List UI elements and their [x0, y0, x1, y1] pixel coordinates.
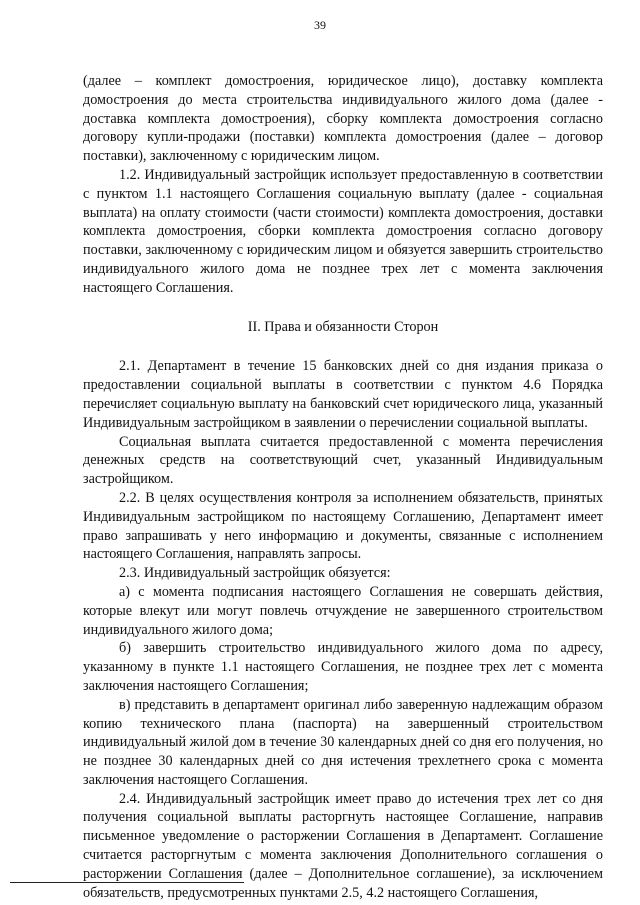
- paragraph-continuation: (далее – комплект домостроения, юридическое лицо), доставку комплекта домостроения до места строительства индивидуального жилого дома (далее - доставка комплекта домостроения), сборку комплекта домостроения согласно договору купли-продажи (поставки) комплекта домостроения (далее – договор поставки), заключенному с юридическим лицом.: [83, 73, 603, 165]
- footnote-divider: [10, 882, 244, 883]
- list-item-c: в) представить в департамент оригинал либо заверенную надлежащим образом копию технического плана (паспорта) на завершенный строительством индивидуальный жилой дом в течение 30 календарных дней со дня его получения, но не позднее 30 календарных дней со дня истечения трехлетнего срока с момента заключения настоящего Соглашения.: [83, 696, 603, 788]
- page-number: 39: [314, 18, 326, 32]
- section-heading: II. Права и обязанности Сторон: [247, 318, 439, 335]
- document-body: [83, 72, 603, 902]
- paragraph-2-3: 2.3. Индивидуальный застройщик обязуется:: [119, 565, 391, 582]
- paragraph-2-2: 2.2. В целях осуществления контроля за исполнением обязательств, принятых Индивидуальным застройщиком по настоящему Соглашению, Департамент имеет право запрашивать у него информацию и документы, связанные с исполнением настоящего Соглашения, направлять запросы.: [83, 489, 603, 563]
- paragraph-2-1: 2.1. Департамент в течение 15 банковских дней со дня издания приказа о предоставлении социальной выплаты в соответствии с пунктом 4.6 Порядка перечисляет социальную выплату на банковский счет юридического лица, указанный Индивидуальным застройщиком в заявлении о перечислении социальной выплаты.: [83, 358, 603, 431]
- list-item-b: б) завершить строительство индивидуального жилого дома по адресу, указанному в пункте 1.1 настоящего Соглашения, не позднее трех лет с момента заключения настоящего Соглашения;: [83, 640, 603, 694]
- paragraph-social-payment: Социальная выплата считается предоставленной с момента перечисления денежных средств на соответствующий счет, указанный Индивидуальным застройщиком.: [83, 433, 603, 488]
- paragraph-2-4: 2.4. Индивидуальный застройщик имеет право до истечения трех лет со дня получения социальной выплаты расторгнуть настоящее Соглашение, направив письменное уведомление о расторжении Соглашения в Департамент. Соглашение считается расторгнутым с момента заключения Дополнительного соглашения о расторжении Соглашения (далее – Дополнительное соглашение), за исключением обязательств, предусмотренных пунктами 2.5, 4.2 настоящего Соглашения,: [83, 790, 603, 901]
- paragraph-1-2: 1.2. Индивидуальный застройщик использует предоставленную в соответствии с пунктом 1.1 настоящего Соглашения социальную выплату (далее - социальная выплата) на оплату стоимости (части стоимости) комплекта домостроения, доставки комплекта домостроения, сборки комплекта домостроения согласно договору поставки, заключенному с юридическим лицом и обязуется завершить строительство индивидуального жилого дома не позднее трех лет с момента заключения настоящего Соглашения.: [83, 166, 603, 296]
- list-item-a: а) с момента подписания настоящего Соглашения не совершать действия, которые влекут или могут повлечь отчуждение не завершенного строительством индивидуального жилого дома;: [83, 583, 603, 638]
